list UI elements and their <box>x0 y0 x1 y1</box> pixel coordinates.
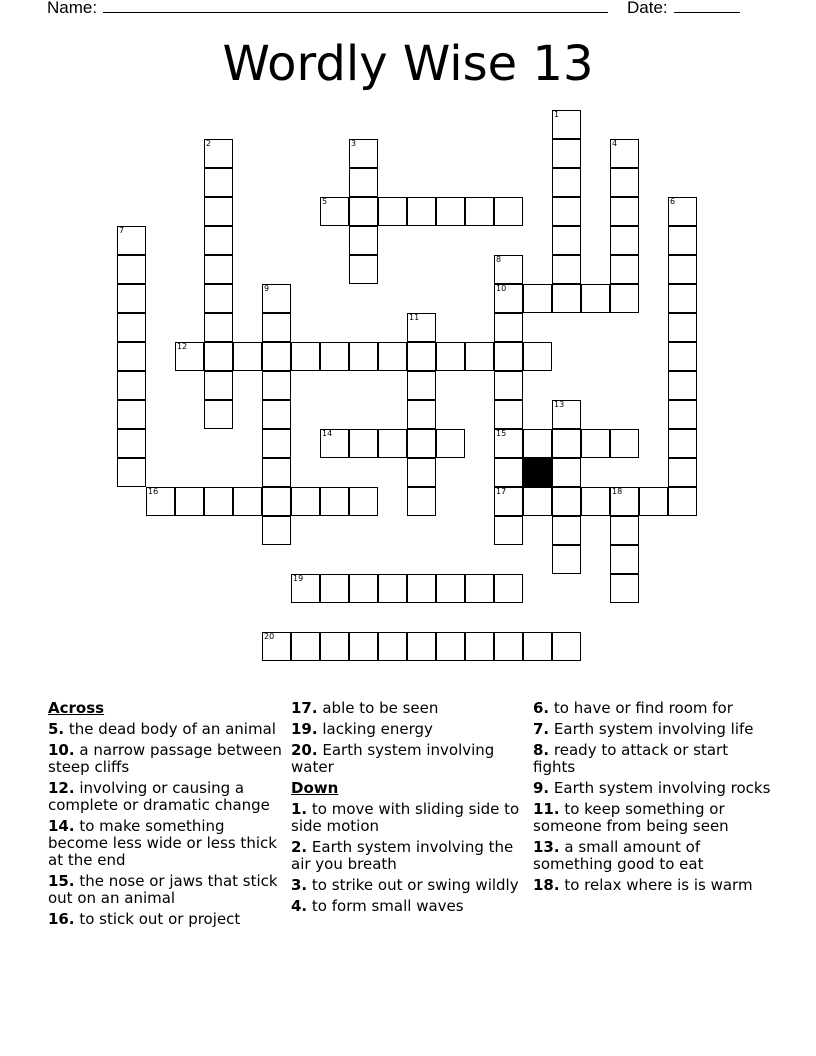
grid-cell[interactable] <box>291 342 320 371</box>
grid-cell[interactable] <box>117 313 146 342</box>
grid-cell[interactable] <box>552 168 581 197</box>
grid-cell[interactable] <box>378 574 407 603</box>
grid-cell[interactable] <box>610 429 639 458</box>
clue-number: 16 <box>148 487 159 496</box>
grid-cell[interactable] <box>291 632 320 661</box>
grid-cell[interactable] <box>465 574 494 603</box>
grid-cell[interactable] <box>610 197 639 226</box>
clue-number: 2 <box>206 139 212 148</box>
grid-cell[interactable] <box>552 516 581 545</box>
clue-item-number: 16. <box>48 910 75 928</box>
clue-column-3 <box>533 700 773 898</box>
grid-cell[interactable] <box>320 632 349 661</box>
clue-number: 18 <box>612 487 623 496</box>
grid-cell[interactable] <box>668 197 697 226</box>
clue-number: 5 <box>322 197 328 206</box>
grid-cell[interactable] <box>262 400 291 429</box>
grid-cell[interactable] <box>494 487 523 516</box>
grid-cell[interactable] <box>639 487 668 516</box>
grid-cell[interactable] <box>494 516 523 545</box>
grid-cell[interactable] <box>610 545 639 574</box>
grid-cell[interactable] <box>581 284 610 313</box>
clue-item-text: to stick out or project <box>79 910 241 928</box>
grid-cell[interactable] <box>407 371 436 400</box>
clue-item <box>533 721 773 738</box>
grid-cell[interactable] <box>610 226 639 255</box>
clue-item-number: 1. <box>291 800 308 818</box>
grid-cell[interactable] <box>581 487 610 516</box>
clue-item <box>48 721 283 738</box>
grid-cell[interactable] <box>552 487 581 516</box>
clue-number: 13 <box>554 400 565 409</box>
clue-item <box>48 742 283 776</box>
grid-cell[interactable] <box>349 342 378 371</box>
clue-item-number: 20. <box>291 741 318 759</box>
grid-cell[interactable] <box>204 400 233 429</box>
clue-item-text: lacking energy <box>322 720 433 738</box>
clue-item <box>533 801 773 835</box>
grid-cell[interactable] <box>494 197 523 226</box>
grid-cell[interactable] <box>610 168 639 197</box>
grid-cell[interactable] <box>233 487 262 516</box>
grid-cell[interactable] <box>233 342 262 371</box>
grid-cell[interactable] <box>494 255 523 284</box>
clue-item <box>48 873 283 907</box>
grid-cell[interactable] <box>552 197 581 226</box>
grid-cell[interactable] <box>349 429 378 458</box>
grid-cell[interactable] <box>262 516 291 545</box>
clue-item-number: 17. <box>291 699 318 717</box>
grid-cell[interactable] <box>204 487 233 516</box>
black-square <box>523 458 552 487</box>
grid-cell[interactable] <box>494 632 523 661</box>
grid-cell[interactable] <box>204 284 233 313</box>
clue-item-text: to form small waves <box>311 897 464 915</box>
grid-cell[interactable] <box>668 313 697 342</box>
grid-cell[interactable] <box>436 429 465 458</box>
grid-cell[interactable] <box>117 284 146 313</box>
grid-cell[interactable] <box>668 226 697 255</box>
clue-item-text: to keep something or someone from being seen <box>533 800 729 835</box>
grid-cell[interactable] <box>465 342 494 371</box>
grid-cell[interactable] <box>668 458 697 487</box>
grid-cell[interactable] <box>204 313 233 342</box>
grid-cell[interactable] <box>668 487 697 516</box>
clue-column-2 <box>291 700 521 919</box>
grid-cell[interactable] <box>349 632 378 661</box>
grid-cell[interactable] <box>610 487 639 516</box>
grid-cell[interactable] <box>349 255 378 284</box>
clue-item-number: 18. <box>533 876 560 894</box>
grid-cell[interactable] <box>552 632 581 661</box>
grid-cell[interactable] <box>552 400 581 429</box>
clue-item-text: involving or causing a complete or dramatic change <box>48 779 270 814</box>
clue-item <box>291 898 521 915</box>
grid-cell[interactable] <box>407 400 436 429</box>
grid-cell[interactable] <box>407 632 436 661</box>
clue-item-text: the dead body of an animal <box>68 720 276 738</box>
grid-cell[interactable] <box>494 313 523 342</box>
clue-item-text: to strike out or swing wildly <box>311 876 519 894</box>
clue-item-text: ready to attack or start fights <box>533 741 729 776</box>
clue-item-text: Earth system involving water <box>291 741 495 776</box>
grid-cell[interactable] <box>262 487 291 516</box>
grid-cell[interactable] <box>523 632 552 661</box>
clue-item-text: to relax where is is warm <box>564 876 753 894</box>
grid-cell[interactable] <box>523 284 552 313</box>
clue-item <box>291 721 521 738</box>
clue-number: 8 <box>496 255 502 264</box>
clue-item-number: 11. <box>533 800 560 818</box>
grid-cell[interactable] <box>204 371 233 400</box>
grid-cell[interactable] <box>668 371 697 400</box>
across-heading: Across <box>48 699 105 717</box>
grid-cell[interactable] <box>610 139 639 168</box>
grid-cell[interactable] <box>668 429 697 458</box>
clue-item <box>533 780 773 797</box>
clue-item <box>291 742 521 776</box>
grid-cell[interactable] <box>523 487 552 516</box>
clue-number: 15 <box>496 429 507 438</box>
grid-cell[interactable] <box>262 371 291 400</box>
clue-item-text: a narrow passage between steep cliffs <box>48 741 282 776</box>
grid-cell[interactable] <box>610 574 639 603</box>
grid-cell[interactable] <box>262 284 291 313</box>
grid-cell[interactable] <box>117 458 146 487</box>
clue-item-text: to move with sliding side to side motion <box>291 800 520 835</box>
clue-number: 3 <box>351 139 357 148</box>
clue-column-1 <box>48 700 283 932</box>
grid-cell[interactable] <box>204 226 233 255</box>
grid-cell[interactable] <box>610 255 639 284</box>
clue-number: 7 <box>119 226 125 235</box>
grid-cell[interactable] <box>407 429 436 458</box>
grid-cell[interactable] <box>407 487 436 516</box>
clue-number: 17 <box>496 487 507 496</box>
grid-cell[interactable] <box>581 429 610 458</box>
grid-cell[interactable] <box>378 197 407 226</box>
grid-cell[interactable] <box>262 458 291 487</box>
grid-cell[interactable] <box>291 574 320 603</box>
grid-cell[interactable] <box>436 632 465 661</box>
grid-cell[interactable] <box>494 371 523 400</box>
grid-cell[interactable] <box>117 255 146 284</box>
grid-cell[interactable] <box>291 487 320 516</box>
clue-item <box>291 801 521 835</box>
grid-cell[interactable] <box>668 255 697 284</box>
clue-item-text: to make something become less wide or less thick at the end <box>48 817 277 869</box>
grid-cell[interactable] <box>610 284 639 313</box>
clue-item <box>291 700 521 717</box>
clue-item-number: 14. <box>48 817 75 835</box>
clue-number: 12 <box>177 342 188 351</box>
grid-cell[interactable] <box>204 255 233 284</box>
grid-cell[interactable] <box>262 342 291 371</box>
grid-cell[interactable] <box>378 342 407 371</box>
grid-cell[interactable] <box>407 342 436 371</box>
grid-cell[interactable] <box>407 574 436 603</box>
grid-cell[interactable] <box>262 429 291 458</box>
grid-cell[interactable] <box>262 313 291 342</box>
grid-cell[interactable] <box>117 371 146 400</box>
grid-cell[interactable] <box>117 400 146 429</box>
grid-cell[interactable] <box>552 458 581 487</box>
grid-cell[interactable] <box>494 429 523 458</box>
grid-cell[interactable] <box>407 197 436 226</box>
grid-cell[interactable] <box>320 197 349 226</box>
clue-number: 4 <box>612 139 618 148</box>
grid-cell[interactable] <box>204 197 233 226</box>
clue-item-number: 7. <box>533 720 550 738</box>
clue-item-text: Earth system involving the air you breath <box>291 838 514 873</box>
name-label: Name: <box>47 0 98 17</box>
clue-item-text: the nose or jaws that stick out on an animal <box>48 872 278 907</box>
grid-cell[interactable] <box>407 313 436 342</box>
clue-item-number: 2. <box>291 838 308 856</box>
grid-cell[interactable] <box>320 342 349 371</box>
clue-item <box>48 780 283 814</box>
clue-item-number: 4. <box>291 897 308 915</box>
grid-cell[interactable] <box>204 139 233 168</box>
clue-number: 1 <box>554 110 560 119</box>
grid-cell[interactable] <box>552 226 581 255</box>
grid-cell[interactable] <box>494 458 523 487</box>
grid-cell[interactable] <box>552 545 581 574</box>
grid-cell[interactable] <box>436 342 465 371</box>
clue-item-number: 9. <box>533 779 550 797</box>
clue-item <box>533 839 773 873</box>
clue-item-number: 12. <box>48 779 75 797</box>
grid-cell[interactable] <box>552 139 581 168</box>
clue-item <box>533 877 773 894</box>
clue-number: 10 <box>496 284 507 293</box>
grid-cell[interactable] <box>117 226 146 255</box>
clue-item-text: a small amount of something good to eat <box>533 838 704 873</box>
clue-item-text: Earth system involving rocks <box>553 779 771 797</box>
grid-cell[interactable] <box>610 516 639 545</box>
grid-cell[interactable] <box>552 110 581 139</box>
clue-number: 20 <box>264 632 275 641</box>
grid-cell[interactable] <box>349 168 378 197</box>
grid-cell[interactable] <box>378 632 407 661</box>
grid-cell[interactable] <box>175 342 204 371</box>
grid-cell[interactable] <box>349 226 378 255</box>
clue-item-number: 3. <box>291 876 308 894</box>
grid-cell[interactable] <box>349 197 378 226</box>
grid-cell[interactable] <box>320 487 349 516</box>
grid-cell[interactable] <box>494 574 523 603</box>
grid-cell[interactable] <box>349 487 378 516</box>
clue-item-text: able to be seen <box>322 699 439 717</box>
clue-number: 14 <box>322 429 333 438</box>
grid-cell[interactable] <box>494 342 523 371</box>
grid-cell[interactable] <box>668 342 697 371</box>
grid-cell[interactable] <box>465 632 494 661</box>
grid-cell[interactable] <box>349 139 378 168</box>
grid-cell[interactable] <box>552 284 581 313</box>
clue-item-text: Earth system involving life <box>553 720 754 738</box>
clue-item <box>48 818 283 869</box>
clue-item <box>291 839 521 873</box>
grid-cell[interactable] <box>436 574 465 603</box>
date-label: Date: <box>627 0 668 17</box>
grid-cell[interactable] <box>378 429 407 458</box>
clue-item-number: 15. <box>48 872 75 890</box>
grid-cell[interactable] <box>320 574 349 603</box>
grid-cell[interactable] <box>552 429 581 458</box>
grid-cell[interactable] <box>668 284 697 313</box>
clue-item-number: 10. <box>48 741 75 759</box>
page-title: Wordly Wise 13 <box>222 36 594 92</box>
clue-item-number: 5. <box>48 720 65 738</box>
grid-cell[interactable] <box>523 429 552 458</box>
grid-cell[interactable] <box>320 429 349 458</box>
grid-cell[interactable] <box>204 342 233 371</box>
grid-cell[interactable] <box>465 197 494 226</box>
clue-number: 11 <box>409 313 420 322</box>
clue-number: 9 <box>264 284 270 293</box>
grid-cell[interactable] <box>204 168 233 197</box>
clue-number: 19 <box>293 574 304 583</box>
clue-item <box>533 742 773 776</box>
grid-cell[interactable] <box>668 400 697 429</box>
grid-cell[interactable] <box>262 632 291 661</box>
grid-cell[interactable] <box>175 487 204 516</box>
clue-item-number: 13. <box>533 838 560 856</box>
clue-item <box>533 700 773 717</box>
grid-cell[interactable] <box>523 342 552 371</box>
clue-item-number: 19. <box>291 720 318 738</box>
grid-cell[interactable] <box>494 400 523 429</box>
clue-item <box>291 877 521 894</box>
grid-cell[interactable] <box>407 458 436 487</box>
grid-cell[interactable] <box>436 197 465 226</box>
clue-item-number: 6. <box>533 699 550 717</box>
clue-item <box>48 911 283 928</box>
down-heading: Down <box>291 779 339 797</box>
grid-cell[interactable] <box>117 429 146 458</box>
grid-cell[interactable] <box>494 284 523 313</box>
clue-item-text: to have or find room for <box>553 699 733 717</box>
grid-cell[interactable] <box>117 342 146 371</box>
clue-item-number: 8. <box>533 741 550 759</box>
grid-cell[interactable] <box>349 574 378 603</box>
grid-cell[interactable] <box>146 487 175 516</box>
clue-number: 6 <box>670 197 676 206</box>
grid-cell[interactable] <box>552 255 581 284</box>
